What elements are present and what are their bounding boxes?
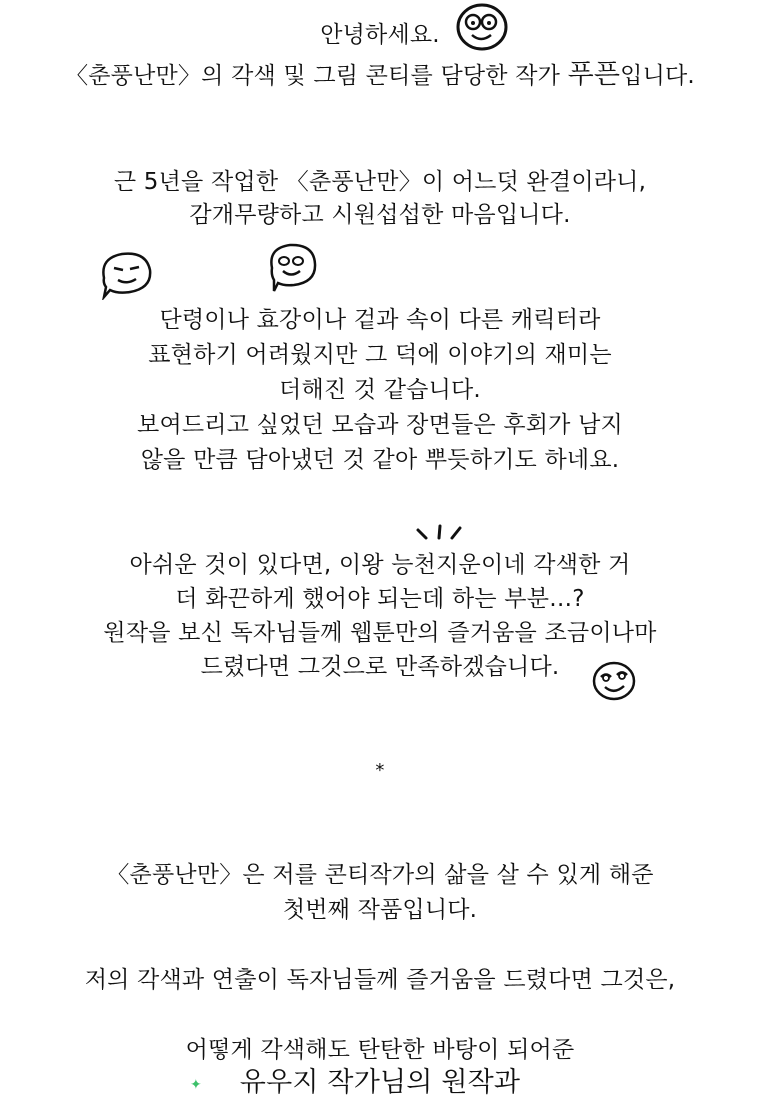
author-name: 푸픈	[567, 59, 621, 90]
paragraph-2-line-2: 감개무량하고 시원섭섭한 마음입니다.	[189, 202, 571, 228]
paragraph-7-line-2: 유우지 작가님의 원작과	[239, 1067, 521, 1098]
paragraph-3-line-1: 단령이나 효강이나 겉과 속이 다른 캐릭터라	[159, 307, 601, 333]
laughing-face-doodle-icon	[590, 658, 638, 704]
paragraph-4-line-2: 더 화끈하게 했어야 되는데 하는 부분…?	[175, 586, 585, 612]
paragraph-4-line-4: 드렸다면 그것으로 만족하겠습니다.	[200, 654, 560, 680]
paragraph-5-line-1: 〈춘풍난만〉은 저를 콘티작가의 삶을 살 수 있게 해준	[106, 862, 654, 888]
paragraph-3-line-5: 않을 만큼 담아냈던 것 같아 뿌듯하기도 하네요.	[140, 447, 620, 473]
paragraph-4-line-3: 원작을 보신 독자님들께 웹툰만의 즐거움을 조금이나마	[103, 620, 657, 646]
smirk-face-doodle-icon	[96, 248, 156, 300]
emphasis-marks-icon	[412, 522, 468, 544]
glasses-face-doodle-icon	[454, 2, 510, 52]
paragraph-3-line-2: 표현하기 어려웠지만 그 덕에 이야기의 재미는	[148, 342, 612, 368]
sparkle-star-icon: ✦	[190, 1077, 202, 1093]
paragraph-3-line-3: 더해진 것 같습니다.	[279, 377, 481, 403]
paragraph-2-line-1: 근 5년을 작업한 〈춘풍난만〉이 어느덧 완결이라니,	[113, 169, 647, 195]
happy-face-doodle-icon	[262, 240, 320, 294]
greeting-line: 안녕하세요.	[320, 22, 440, 48]
paragraph-7-line-1: 어떻게 각색해도 탄탄한 바탕이 되어준	[185, 1037, 575, 1063]
paragraph-3-line-4: 보여드리고 싶었던 모습과 장면들은 후회가 남지	[137, 412, 623, 438]
introduction-line: 〈춘풍난만〉의 각색 및 그림 콘티를 담당한 작가 푸픈입니다.	[65, 59, 695, 90]
section-separator: *	[375, 760, 385, 781]
paragraph-6-line-1: 저의 각색과 연출이 독자님들께 즐거움을 드렸다면 그것은,	[84, 967, 676, 993]
paragraph-4-line-1: 아쉬운 것이 있다면, 이왕 능천지운이네 각색한 거	[129, 552, 631, 578]
paragraph-5-line-2: 첫번째 작품입니다.	[282, 897, 478, 923]
